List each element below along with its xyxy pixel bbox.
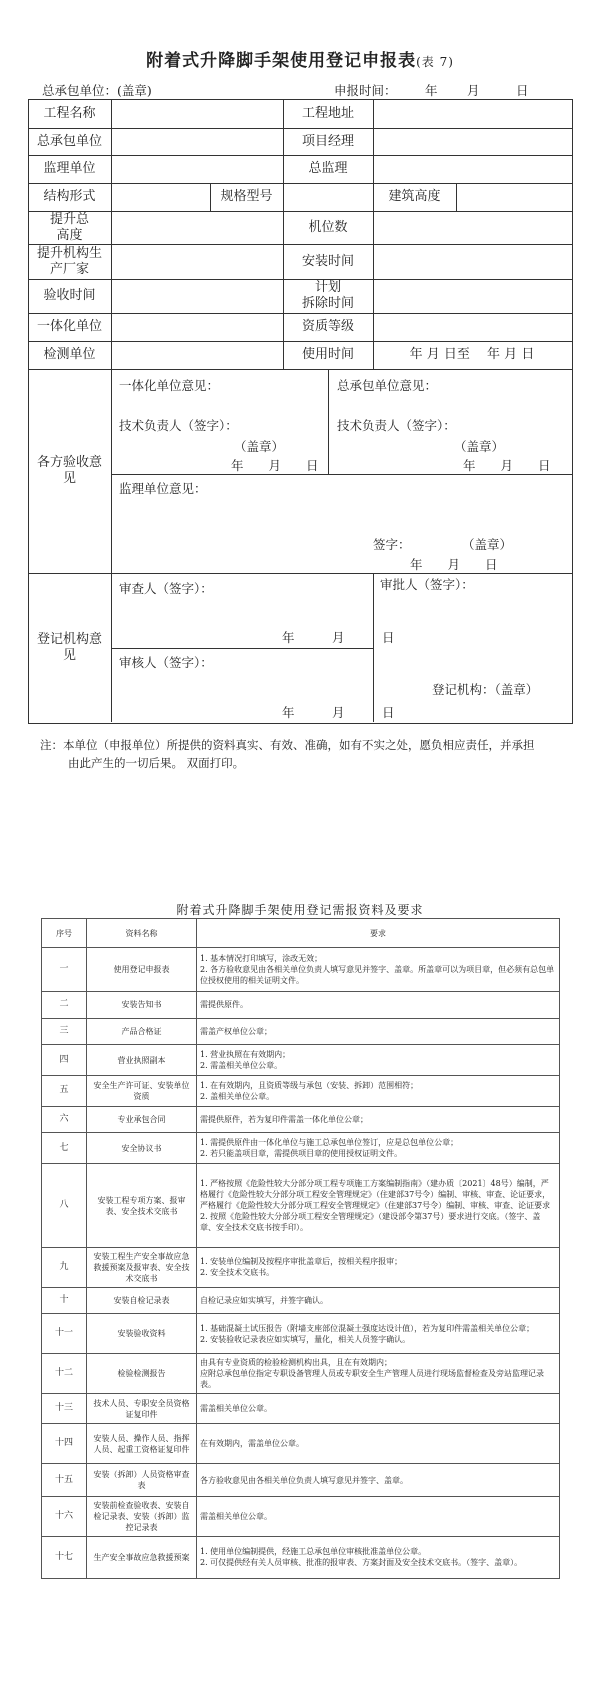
row-no: 五 [42, 1075, 87, 1106]
label-project-manager: 项目经理 [301, 133, 354, 149]
row-no: 六 [42, 1106, 87, 1132]
row-requirement: 自检记录应如实填写，并签字确认。 [197, 1287, 560, 1313]
table-row [42, 1045, 560, 1076]
supervisor-date: 年 月 日 [410, 557, 498, 572]
label-general-contractor: 总承包单位 [36, 133, 102, 149]
row-no: 十 [42, 1287, 87, 1313]
row-name: 安装前检查验收表、安装自检记录表、安装（拆卸）监控记录表 [87, 1497, 197, 1537]
table-row [42, 1287, 560, 1313]
apply-time-label: 申报时间： [334, 83, 397, 98]
row-requirement: 1. 安装单位编制及按程序审批盖章后，按相关程序报审； 2. 安全技术交底书。 [197, 1247, 560, 1287]
table-row [42, 1464, 560, 1497]
table-row [42, 1424, 560, 1464]
supervisor-opinion: 监理单位意见： [119, 481, 207, 496]
label-lift-height-line2: 高度 [56, 227, 83, 243]
row-name: 使用登记申报表 [87, 948, 197, 992]
label-manufacturer [28, 244, 111, 279]
row-name: 检验检测报告 [87, 1353, 197, 1393]
row-requirement: 1. 在有效期内，且资质等级与承包（安装、拆卸）范围相符； 2. 盖相关单位公章。 [197, 1075, 560, 1106]
label-registration-line2: 见 [62, 647, 76, 663]
label-acceptance-line2: 见 [62, 471, 76, 486]
table-row [42, 948, 560, 992]
label-unit-count: 机位数 [308, 219, 348, 235]
contractor-opinion: 总承包单位意见： [337, 378, 438, 393]
header-no: 序号 [42, 919, 87, 948]
label-qualification: 资质等级 [301, 319, 354, 334]
row-name: 安装（拆卸）人员资格审查表 [87, 1464, 197, 1497]
registration-org-seal: 登记机构：（盖章） [432, 682, 539, 697]
table-row [42, 1106, 560, 1132]
label-registration-line1: 登记机构意 [36, 631, 102, 647]
approver-sign: 审批人（签字）： [380, 577, 474, 592]
label-acceptance-opinions [28, 369, 111, 573]
supervisor-sign: 签字： [373, 537, 411, 552]
row-requirement: 1. 需提供原件由一体化单位与施工总承包单位签订，应是总包单位公章； 2. 若只能盖项目章，需提供项目章的使用授权证明文件。 [197, 1133, 560, 1164]
label-structure-form: 结构形式 [43, 189, 96, 204]
row-no: 十四 [42, 1424, 87, 1464]
contractor-seal-label: 总承包单位：(盖章) [42, 83, 152, 98]
row-name: 产品合格证 [87, 1018, 197, 1044]
table-row [42, 1164, 560, 1248]
date-right: 年 月 日 [463, 458, 551, 473]
row-name: 安装验收资料 [87, 1314, 197, 1354]
row-requirement: 1. 严格按照《危险性较大分部分项工程专项施工方案编制指南》（建办质〔2021〕48号）编制，严格履行《危险性较大分部分项工程安全管理规定》（住建部37号令）编制、审核、审查、论证要求，严格履行《危险性较大分部分项工程安全管理规定》（住建部37号令）编制、审核、审查、论证要求 2. 按照《危险性较大分部分项工程安全管理规定》（建设部令第37号）要求进行交底。（签字、盖章、安全技术交底书按手印）。 [197, 1164, 560, 1248]
label-project-name: 工程名称 [43, 105, 96, 121]
label-acceptance-line1: 各方验收意 [36, 455, 102, 470]
row-no: 十六 [42, 1497, 87, 1537]
row-name: 安全生产许可证、安装单位资质 [87, 1075, 197, 1106]
row-requirement: 需盖相关单位公章。 [197, 1497, 560, 1537]
row-no: 十一 [42, 1314, 87, 1354]
label-install-time: 安装时间 [301, 253, 354, 269]
label-testing-unit: 检测单位 [43, 347, 96, 362]
label-supervisor-unit: 监理单位 [43, 161, 96, 176]
label-chief-supervisor: 总监理 [308, 161, 348, 176]
row-name: 安装工程专项方案、报审表、安全技术交底书 [87, 1164, 197, 1248]
form-note-line2: 由此产生的一切后果。 双面打印。 [68, 756, 245, 770]
row-no: 十七 [42, 1536, 87, 1578]
table-row [42, 1497, 560, 1537]
row-name: 营业执照副本 [87, 1045, 197, 1076]
row-requirement: 需盖相关单位公章。 [197, 1393, 560, 1424]
row-requirement: 在有效期内，需盖单位公章。 [197, 1424, 560, 1464]
row-name: 安装告知书 [87, 992, 197, 1018]
form-note [40, 736, 570, 772]
apply-month: 月 [467, 83, 480, 98]
requirements-header-row [42, 919, 560, 948]
row-name: 安装人员、操作人员、指挥人员、起重工资格证复印件 [87, 1424, 197, 1464]
table-row [42, 1133, 560, 1164]
integrated-unit-opinion: 一体化单位意见： [119, 378, 220, 393]
row-requirement: 需盖产权单位公章； [197, 1018, 560, 1044]
use-time-range: 年 月 日至 年 月 日 [409, 347, 535, 362]
requirements-table [41, 918, 560, 1579]
row-no: 七 [42, 1133, 87, 1164]
label-plan-line2: 拆除时间 [301, 296, 354, 311]
label-spec-model: 规格型号 [220, 189, 273, 204]
row-requirement: 由具有专业资质的检验检测机构出具，且在有效期内； 应附总承包单位指定专职设备管理人员或专职安全生产管理人员进行现场监督检查及旁站监理记录表。 [197, 1353, 560, 1393]
seal-left: （盖章） [234, 439, 285, 454]
table-row [42, 1536, 560, 1578]
label-registration-opinion [28, 573, 111, 722]
tech-sign-left: 技术负责人（签字）： [119, 418, 238, 433]
row-requirement: 1. 基本情况打印填写，涂改无效； 2. 各方验收意见由各相关单位负责人填写意见并签字、盖章。所盖章可以为项目章，但必须有总包单位授权使用的相关证明文件。 [197, 948, 560, 992]
apply-day: 日 [516, 83, 529, 98]
checker-sign: 审核人（签字）： [119, 655, 213, 670]
label-lift-height [28, 211, 111, 244]
label-lift-height-line1: 提升总 [49, 211, 89, 227]
label-use-time: 使用时间 [301, 347, 354, 362]
row-name: 安装自检记录表 [87, 1287, 197, 1313]
tech-sign-right: 技术负责人（签字）： [337, 418, 456, 433]
row-requirement: 1. 使用单位编制提供，经施工总承包单位审核批准盖单位公章。 2. 可仅提供经有关人员审核、批准的报审表、方案封面及安全技术交底书。（签字、盖章）。 [197, 1536, 560, 1578]
requirements-body [42, 948, 560, 1579]
check-date: 年 月 日 [282, 705, 395, 720]
label-project-address: 工程地址 [301, 105, 354, 121]
row-name: 安装工程生产安全事故应急救援预案及报审表、安全技术交底书 [87, 1247, 197, 1287]
row-name: 技术人员、专职安全员资格证复印件 [87, 1393, 197, 1424]
row-requirement: 各方验收意见由各相关单位负责人填写意见并签字、盖章。 [197, 1464, 560, 1497]
supervisor-seal: （盖章） [462, 537, 513, 552]
reviewer-sign: 审查人（签字）： [119, 581, 213, 596]
table-row [42, 992, 560, 1018]
seal-right: （盖章） [454, 439, 505, 454]
page-title: 附着式升降脚手架使用登记申报表(表 7) [146, 51, 454, 71]
row-no: 九 [42, 1247, 87, 1287]
table-row [42, 1353, 560, 1393]
apply-year: 年 [425, 83, 438, 98]
form-note-line1: 注：本单位（申报单位）所提供的资料真实、有效、准确，如有不实之处，愿负相应责任，并承担 [40, 738, 535, 752]
label-manufacturer-line2: 产厂家 [49, 261, 89, 277]
row-no: 十三 [42, 1393, 87, 1424]
label-acceptance-time: 验收时间 [43, 288, 96, 303]
row-no: 四 [42, 1045, 87, 1076]
review-date: 年 月 日 [282, 630, 395, 645]
row-requirement: 需提供原件，若为复印件需盖一体化单位公章； [197, 1106, 560, 1132]
row-requirement: 1. 基础混凝土试压报告（附墙支座部位混凝土强度达设计值），若为复印件需盖相关单位公章； 2. 安装验收记录表应如实填写，量化，相关人员签字确认。 [197, 1314, 560, 1354]
row-no: 十二 [42, 1353, 87, 1393]
row-no: 二 [42, 992, 87, 1018]
table-row [42, 1247, 560, 1287]
label-plan-line1: 计划 [314, 280, 341, 295]
label-plan-dismantle-time [283, 279, 373, 313]
label-integrated-unit: 一体化单位 [36, 319, 102, 334]
row-no: 一 [42, 948, 87, 992]
date-left: 年 月 日 [231, 458, 319, 473]
row-no: 八 [42, 1164, 87, 1248]
row-requirement: 1. 营业执照在有效期内； 2. 需盖相关单位公章。 [197, 1045, 560, 1076]
label-building-height: 建筑高度 [388, 189, 441, 204]
header-name: 资料名称 [87, 919, 197, 948]
table-row [42, 1314, 560, 1354]
header-req: 要求 [197, 919, 560, 948]
row-name: 安全协议书 [87, 1133, 197, 1164]
row-name: 专业承包合同 [87, 1106, 197, 1132]
table-row [42, 1075, 560, 1106]
row-no: 三 [42, 1018, 87, 1044]
table-row [42, 1393, 560, 1424]
row-no: 十五 [42, 1464, 87, 1497]
requirements-title: 附着式升降脚手架使用登记需报资料及要求 [176, 903, 424, 917]
row-name: 生产安全事故应急救援预案 [87, 1536, 197, 1578]
label-manufacturer-line1: 提升机构生 [36, 245, 102, 261]
row-requirement: 需提供原件。 [197, 992, 560, 1018]
table-row [42, 1018, 560, 1044]
